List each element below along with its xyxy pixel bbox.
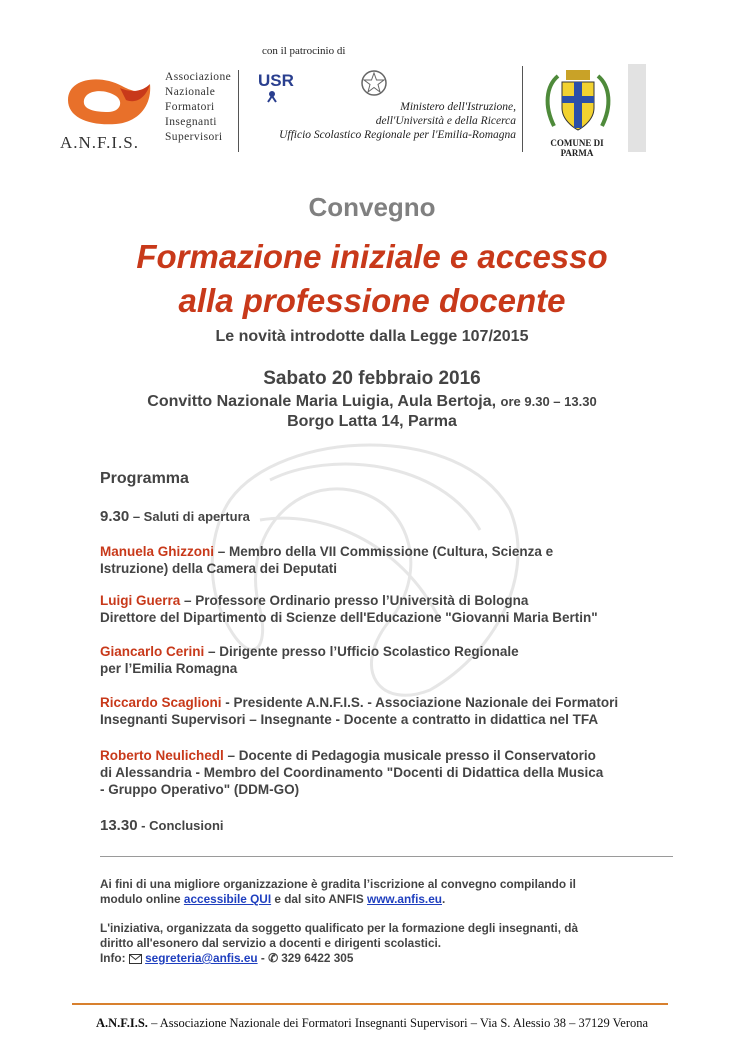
association-line: Associazione [165, 71, 232, 83]
registration-text: modulo online [100, 892, 184, 906]
speaker-role: Istruzione) della Camera dei Deputati [100, 561, 338, 576]
registration-info [100, 877, 680, 907]
speaker-name: Roberto Neulichedl [100, 748, 224, 763]
speaker-item [100, 592, 690, 626]
footer-text [0, 1016, 744, 1031]
registration-text: e dal sito ANFIS [271, 892, 368, 906]
speaker-role: – Membro della VII Commissione (Cultura, Scienza e [214, 544, 554, 559]
ministero-line: Ministero dell'Istruzione, [400, 101, 516, 113]
usr-logo-text: USR [258, 71, 294, 90]
registration-link[interactable]: accessibile QUI [183, 892, 272, 906]
speaker-role: – Docente di Pedagogia musicale presso il Conservatorio [223, 748, 596, 763]
program-closing [100, 817, 224, 834]
speaker-role: di Alessandria - Membro del Coordinamento "Docenti di Didattica della Musica [100, 765, 604, 780]
event-title-line1: Formazione iniziale e accesso [136, 238, 608, 275]
speaker-item [100, 747, 690, 798]
association-line: Insegnanti [165, 116, 217, 128]
anfis-site-link[interactable]: www.anfis.eu [367, 892, 442, 906]
speaker-item [100, 543, 690, 577]
italian-emblem-icon [360, 68, 388, 98]
registration-text: . [441, 892, 446, 906]
association-line: Supervisori [165, 131, 223, 143]
closing-text: - Conclusioni [141, 818, 224, 833]
initiative-line: diritto all'esonero dal servizio a docenti e dirigenti scolastici. [100, 936, 442, 950]
program-heading: Programma [100, 470, 189, 487]
phone-number: 329 6422 305 [277, 951, 354, 965]
ministero-text [240, 100, 516, 142]
speaker-role: Insegnanti Supervisori – Insegnante - Docente a contratto in didattica nel TFA [100, 712, 599, 727]
closing-time: 13.30 [100, 817, 138, 834]
opening-time: 9.30 [100, 508, 130, 525]
footer-rule [72, 1003, 668, 1005]
speaker-role: - Presidente A.N.F.I.S. - Associazione Nazionale dei Formatori [221, 695, 619, 710]
usr-logo-icon [256, 68, 296, 104]
footer-org: A.N.F.I.S. [95, 1016, 148, 1030]
speaker-name: Luigi Guerra [100, 593, 181, 608]
speaker-role: Direttore del Dipartimento di Scienze dell'Educazione "Giovanni Maria Bertin" [100, 610, 598, 625]
speaker-role: per l’Emilia Romagna [100, 661, 238, 676]
header-divider [238, 70, 239, 152]
ministero-line: Ufficio Scolastico Regionale per l'Emilia-Romagna [279, 129, 516, 141]
event-subtitle: Le novità introdotte dalla Legge 107/2015 [215, 328, 529, 345]
speaker-item [100, 643, 690, 677]
initiative-line: L'iniziativa, organizzata da soggetto qualificato per la formazione degli insegnanti, dà [100, 921, 579, 935]
section-divider [100, 856, 673, 857]
association-name [165, 70, 231, 145]
event-address: Borgo Latta 14, Parma [287, 413, 457, 430]
ministero-line: dell'Università e della Ricerca [375, 115, 516, 127]
event-venue [0, 393, 744, 411]
registration-line: Ai fini di una migliore organizzazione è gradita l’iscrizione al convegno compilando il [100, 877, 576, 891]
contact-label: Info: [100, 951, 129, 965]
opening-text: – Saluti di apertura [132, 509, 250, 524]
speaker-role: – Professore Ordinario presso l’Università di Bologna [180, 593, 529, 608]
patrocinio-text: con il patrocinio di [262, 45, 346, 57]
venue-name: Convitto Nazionale Maria Luigia, Aula Bertoja, [147, 393, 497, 410]
association-line: Formatori [165, 101, 215, 113]
header-divider [522, 66, 523, 152]
email-link[interactable]: segreteria@anfis.eu [145, 951, 258, 965]
speaker-name: Riccardo Scaglioni [100, 695, 222, 710]
contact-info [100, 951, 680, 966]
event-title-line2: alla professione docente [178, 282, 566, 319]
speaker-item [100, 694, 690, 728]
footer-address: – Associazione Nazionale dei Formatori Insegnanti Supervisori – Via S. Alessio 38 – 37129 Verona [147, 1016, 649, 1030]
speaker-name: Giancarlo Cerini [100, 644, 205, 659]
program-opening [100, 508, 250, 525]
event-label: Convegno [308, 192, 436, 222]
header-gray-block [628, 64, 646, 152]
anfis-logo-icon [60, 70, 156, 132]
event-hours: ore 9.30 – 13.30 [500, 394, 597, 409]
speaker-role: – Dirigente presso l’Ufficio Scolastico Regionale [204, 644, 519, 659]
comune-di-parma-label: COMUNE DI PARMA [550, 138, 604, 158]
speaker-name: Manuela Ghizzoni [100, 544, 215, 559]
contact-separator: - [257, 951, 269, 965]
phone-icon: ✆ [268, 951, 278, 965]
speaker-role: - Gruppo Operativo" (DDM-GO) [100, 782, 300, 797]
anfis-logo-text: A.N.F.I.S. [60, 133, 140, 152]
event-date: Sabato 20 febbraio 2016 [263, 368, 481, 389]
association-line: Nazionale [165, 86, 216, 98]
parma-crest-icon [540, 66, 616, 138]
initiative-info [100, 921, 680, 951]
envelope-icon [129, 954, 142, 964]
